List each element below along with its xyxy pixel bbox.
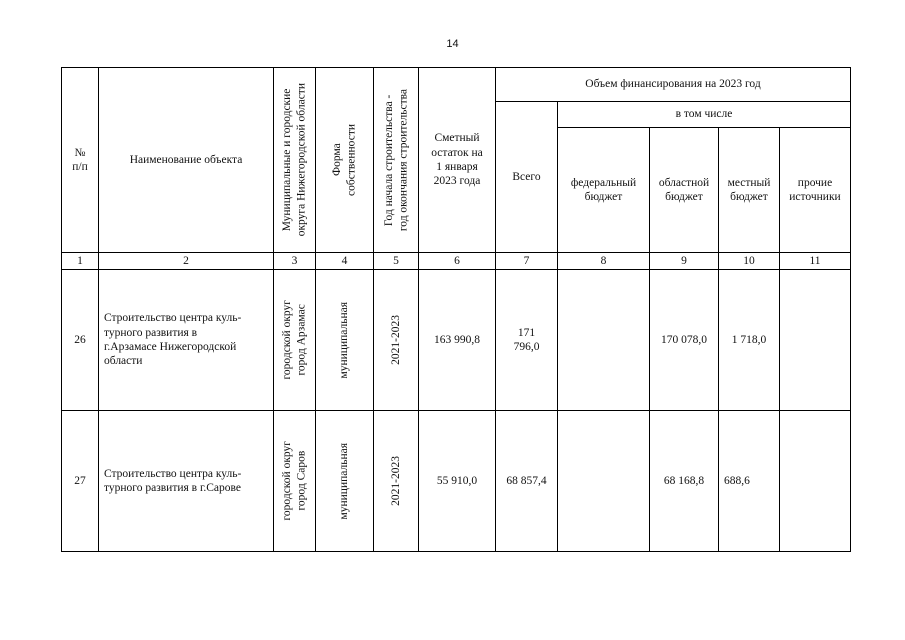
column-number: 2: [99, 253, 274, 270]
column-number: 9: [650, 253, 719, 270]
row-total: 171 796,0: [496, 270, 558, 411]
column-number: 7: [496, 253, 558, 270]
row-estimate: 163 990,8: [419, 270, 496, 411]
column-number: 11: [780, 253, 851, 270]
header-estimate: Сметный остаток на 1 января 2023 года: [419, 68, 496, 253]
table-row: [62, 270, 851, 411]
row-ownership-text: муниципальная: [338, 301, 351, 379]
row-object-name: Строительство центра куль- турного развития в г.Арзамасе Нижегородской области: [99, 270, 274, 411]
row-federal: [558, 270, 650, 411]
header-total: Всего: [496, 102, 558, 253]
row-other: [780, 411, 851, 552]
row-regional: 68 168,8: [650, 411, 719, 552]
row-object-name: Строительство центра куль- турного развития в г.Сарове: [99, 411, 274, 552]
column-number: 5: [374, 253, 419, 270]
header-including: в том числе: [558, 102, 851, 128]
row-regional: 170 078,0: [650, 270, 719, 411]
header-years-text: Год начала строительства - год окончания строительства: [382, 88, 409, 232]
column-number: 3: [274, 253, 316, 270]
row-years-text: 2021-2023: [389, 456, 402, 506]
row-municipality-text: городской округ город Саров: [281, 441, 308, 521]
column-number: 4: [316, 253, 374, 270]
header-ownership: [316, 68, 374, 253]
header-municipality: [274, 68, 316, 253]
row-local: 688,6: [719, 411, 780, 552]
row-total: 68 857,4: [496, 411, 558, 552]
row-municipality-text: городской округ город Арзамас: [281, 300, 308, 380]
header-regional: областной бюджет: [650, 128, 719, 253]
row-municipality: [274, 270, 316, 411]
header-no: № п/п: [62, 68, 99, 253]
row-no: 27: [62, 411, 99, 552]
header-local: местный бюджет: [719, 128, 780, 253]
column-number: 10: [719, 253, 780, 270]
column-number-row: [62, 253, 851, 270]
row-ownership-text: муниципальная: [338, 442, 351, 520]
header-other: прочие источники: [780, 128, 851, 253]
financing-table: [61, 67, 851, 552]
header-row-1: [62, 68, 851, 102]
row-federal: [558, 411, 650, 552]
header-financing-title: Объем финансирования на 2023 год: [496, 68, 851, 102]
header-federal: федеральный бюджет: [558, 128, 650, 253]
column-number: 1: [62, 253, 99, 270]
row-years: [374, 411, 419, 552]
row-municipality: [274, 411, 316, 552]
row-years: [374, 270, 419, 411]
header-ownership-text: Форма собственности: [331, 124, 358, 196]
header-years: [374, 68, 419, 253]
row-ownership: [316, 411, 374, 552]
row-local: 1 718,0: [719, 270, 780, 411]
header-name: Наименование объекта: [99, 68, 274, 253]
row-estimate: 55 910,0: [419, 411, 496, 552]
page-number: 14: [446, 38, 459, 50]
row-years-text: 2021-2023: [389, 315, 402, 365]
row-ownership: [316, 270, 374, 411]
header-municipality-text: Муниципальные и городские округа Нижегородской области: [281, 83, 308, 237]
column-number: 8: [558, 253, 650, 270]
row-other: [780, 270, 851, 411]
column-number: 6: [419, 253, 496, 270]
row-no: 26: [62, 270, 99, 411]
table-row: [62, 411, 851, 552]
